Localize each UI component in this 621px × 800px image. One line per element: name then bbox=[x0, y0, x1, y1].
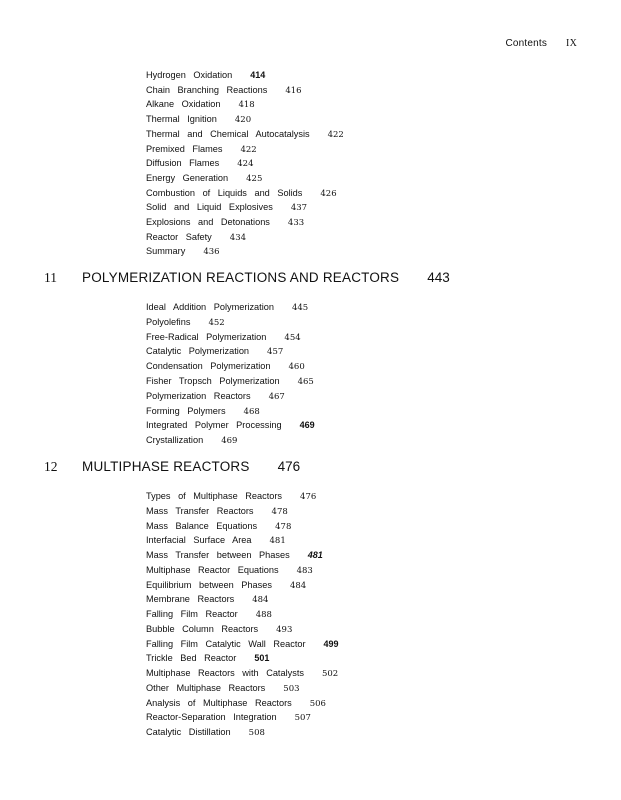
toc-entry-page: 484 bbox=[252, 595, 269, 606]
toc-entry-title: Solid and Liquid Explosives bbox=[146, 202, 273, 213]
toc-entry[interactable] bbox=[146, 128, 344, 141]
toc-entry[interactable] bbox=[146, 316, 225, 329]
toc-entry-page: 418 bbox=[238, 100, 255, 111]
toc-entry-title: Types of Multiphase Reactors bbox=[146, 491, 283, 501]
toc-entry-page: 501 bbox=[254, 653, 270, 664]
toc-entry-page: 508 bbox=[248, 728, 265, 738]
toc-entry-page: 445 bbox=[291, 303, 309, 313]
toc-entry-page: 424 bbox=[237, 159, 254, 170]
toc-entry[interactable] bbox=[146, 711, 311, 724]
toc-entry-title: Reactor-Separation Integration bbox=[146, 712, 277, 723]
toc-entry-title: Mass Transfer between Phases bbox=[146, 550, 290, 560]
toc-entry[interactable] bbox=[146, 98, 255, 111]
toc-entry[interactable] bbox=[146, 345, 283, 358]
toc-entry-title: Bubble Column Reactors bbox=[146, 623, 259, 634]
toc-entry-title: Thermal and Chemical Autocatalysis bbox=[146, 128, 310, 139]
toc-entry-title: Diffusion Flames bbox=[146, 158, 220, 169]
chapter-number: 11 bbox=[44, 270, 57, 285]
toc-entry-title: Chain Branching Reactions bbox=[146, 84, 268, 95]
toc-entry[interactable] bbox=[146, 564, 313, 577]
toc-entry-page: 422 bbox=[240, 144, 257, 155]
toc-entry-title: Energy Generation bbox=[146, 172, 229, 183]
toc-entry[interactable] bbox=[146, 143, 257, 156]
toc-entry-page: 465 bbox=[297, 377, 314, 387]
toc-entry-title: Mass Balance Equations bbox=[146, 520, 258, 531]
toc-entry-title: Premixed Flames bbox=[146, 143, 223, 154]
toc-entry[interactable] bbox=[146, 682, 300, 695]
toc-entry[interactable] bbox=[146, 593, 268, 606]
toc-entry-title: Condensation Polymerization bbox=[146, 361, 271, 372]
running-header bbox=[505, 38, 577, 49]
toc-entry[interactable] bbox=[146, 187, 337, 200]
toc-entry-title: Mass Transfer Reactors bbox=[146, 505, 254, 516]
toc-entry[interactable] bbox=[146, 652, 269, 664]
toc-entry[interactable] bbox=[146, 390, 285, 403]
toc-entry-page: 436 bbox=[203, 247, 220, 258]
toc-entry[interactable] bbox=[146, 505, 288, 518]
toc-entry-page: 507 bbox=[294, 713, 311, 724]
toc-entry[interactable] bbox=[146, 231, 246, 244]
toc-entry-title: Summary bbox=[146, 246, 186, 257]
toc-entry-page: 483 bbox=[296, 565, 313, 576]
toc-entry-page: 488 bbox=[255, 610, 272, 620]
toc-entry[interactable] bbox=[146, 113, 251, 126]
toc-entry-title: Ideal Addition Polymerization bbox=[146, 302, 274, 312]
toc-entry-title: Membrane Reactors bbox=[146, 594, 235, 605]
toc-entry-title: Multiphase Reactors with Catalysts bbox=[146, 668, 304, 678]
toc-entry-title: Multiphase Reactor Equations bbox=[146, 564, 279, 575]
toc-entry[interactable] bbox=[146, 434, 237, 447]
chapter-heading-12 bbox=[44, 459, 300, 475]
toc-entry[interactable] bbox=[146, 419, 315, 431]
header-title: Contents bbox=[505, 38, 548, 49]
toc-entry[interactable] bbox=[146, 549, 323, 561]
toc-entry-title: Thermal Ignition bbox=[146, 114, 217, 125]
toc-entry-page: 469 bbox=[221, 436, 238, 447]
toc-entry-title: Polymerization Reactors bbox=[146, 390, 251, 401]
toc-entry-page: 469 bbox=[299, 420, 315, 431]
chapter-page: 443 bbox=[427, 270, 450, 285]
toc-entry-page: 476 bbox=[300, 492, 317, 502]
toc-entry-page: 484 bbox=[289, 580, 307, 591]
toc-entry-title: Integrated Polymer Processing bbox=[146, 420, 282, 431]
toc-entry-page: 426 bbox=[320, 188, 337, 199]
toc-entry-title: Polyolefins bbox=[146, 316, 191, 327]
toc-entry[interactable] bbox=[146, 579, 306, 592]
toc-entry-title: Explosions and Detonations bbox=[146, 217, 270, 227]
toc-entry-page: 454 bbox=[284, 332, 301, 343]
toc-entry-page: 468 bbox=[243, 406, 260, 417]
toc-entry-page: 433 bbox=[287, 218, 305, 228]
toc-entry[interactable] bbox=[146, 216, 304, 229]
toc-entry-page: 420 bbox=[234, 115, 252, 126]
toc-entry-page: 437 bbox=[290, 203, 308, 214]
toc-entry-title: Other Multiphase Reactors bbox=[146, 682, 266, 693]
toc-entry-page: 481 bbox=[269, 536, 286, 547]
toc-entry-page: 425 bbox=[246, 173, 263, 184]
toc-entry-page: 467 bbox=[268, 391, 285, 402]
toc-entry[interactable] bbox=[146, 638, 339, 650]
toc-entry-title: Falling Film Reactor bbox=[146, 609, 238, 619]
toc-entry-title: Analysis of Multiphase Reactors bbox=[146, 697, 292, 708]
toc-entry-page: 493 bbox=[276, 624, 293, 635]
chapter-page: 476 bbox=[277, 459, 301, 474]
toc-entry[interactable] bbox=[146, 157, 254, 170]
toc-entry[interactable] bbox=[146, 360, 305, 373]
toc-entry[interactable] bbox=[146, 697, 326, 710]
toc-entry[interactable] bbox=[146, 245, 220, 258]
toc-entry-title: Catalytic Distillation bbox=[146, 727, 231, 737]
toc-entry[interactable] bbox=[146, 84, 302, 97]
toc-entry-page: 422 bbox=[327, 129, 344, 140]
toc-entry-title: Free-Radical Polymerization bbox=[146, 331, 267, 342]
toc-entry[interactable] bbox=[146, 520, 291, 533]
toc-entry-title: Combustion of Liquids and Solids bbox=[146, 187, 303, 198]
chapter-heading-11 bbox=[44, 270, 450, 286]
toc-entry[interactable] bbox=[146, 608, 272, 621]
toc-entry[interactable] bbox=[146, 667, 338, 680]
toc-entry[interactable] bbox=[146, 301, 308, 314]
toc-entry-page: 503 bbox=[283, 683, 300, 694]
toc-entry[interactable] bbox=[146, 172, 262, 185]
toc-entry-title: Equilibrium between Phases bbox=[146, 579, 272, 590]
chapter-number: 12 bbox=[44, 459, 58, 474]
toc-entry-page: 452 bbox=[208, 317, 225, 328]
toc-entry-page: 457 bbox=[267, 347, 284, 358]
toc-entry-page: 481 bbox=[307, 550, 323, 560]
toc-entry-title: Forming Polymers bbox=[146, 405, 226, 416]
toc-entry-page: 460 bbox=[288, 362, 305, 373]
toc-entry-page: 506 bbox=[309, 698, 326, 709]
toc-entry-page: 499 bbox=[323, 638, 339, 649]
toc-entry-title: Catalytic Polymerization bbox=[146, 346, 250, 357]
toc-entry-title: Falling Film Catalytic Wall Reactor bbox=[146, 638, 306, 649]
toc-entry-title: Fisher Tropsch Polymerization bbox=[146, 376, 280, 386]
toc-entry-page: 414 bbox=[250, 70, 266, 80]
toc-entry-page: 478 bbox=[271, 506, 288, 517]
toc-entry-page: 416 bbox=[285, 85, 302, 96]
toc-entry-title: Reactor Safety bbox=[146, 231, 212, 242]
toc-entry-page: 434 bbox=[229, 232, 247, 243]
toc-entry-title: Alkane Oxidation bbox=[146, 99, 221, 110]
toc-entry-page: 502 bbox=[321, 669, 339, 679]
toc-entry-title: Crystallization bbox=[146, 435, 204, 446]
toc-entry-title: Trickle Bed Reactor bbox=[146, 653, 237, 664]
toc-entry-title: Interfacial Surface Area bbox=[146, 535, 252, 546]
toc-entry[interactable] bbox=[146, 69, 265, 81]
toc-entry[interactable] bbox=[146, 534, 286, 547]
toc-entry[interactable] bbox=[146, 490, 316, 503]
header-page-number: IX bbox=[566, 38, 577, 49]
toc-entry[interactable] bbox=[146, 201, 307, 214]
toc-entry[interactable] bbox=[146, 726, 265, 739]
toc-entry-title: Hydrogen Oxidation bbox=[146, 70, 233, 80]
toc-entry[interactable] bbox=[146, 375, 314, 388]
chapter-title: MULTIPHASE REACTORS bbox=[82, 459, 250, 474]
toc-entry[interactable] bbox=[146, 405, 260, 418]
chapter-title: POLYMERIZATION REACTIONS AND REACTORS bbox=[82, 270, 400, 285]
toc-entry[interactable] bbox=[146, 331, 301, 344]
toc-entry-page: 478 bbox=[275, 521, 292, 532]
toc-entry[interactable] bbox=[146, 623, 292, 636]
